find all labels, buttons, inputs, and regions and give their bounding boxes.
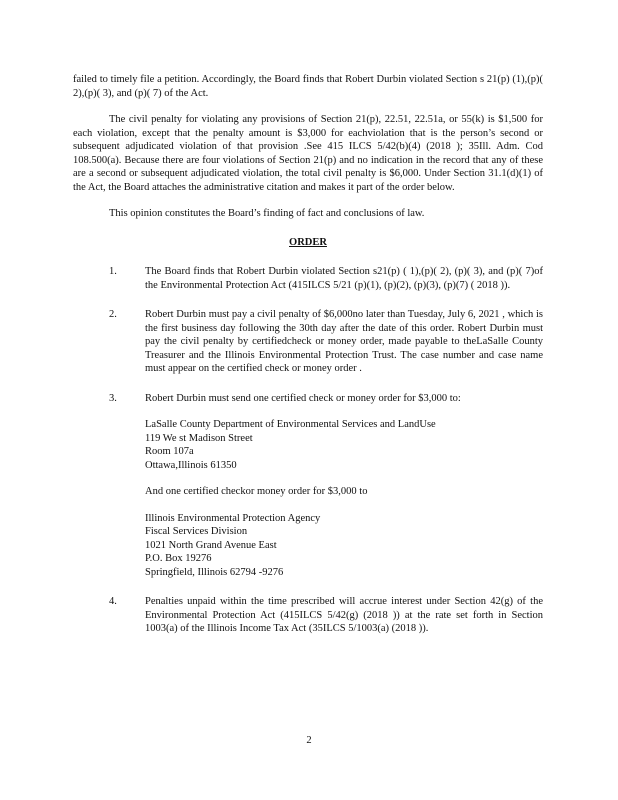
- order-item-4: [73, 595, 543, 636]
- paragraph-civil-penalty: The civil penalty for violating any provisions of Section 21(p), 22.51, 22.51a, or 55(k) is $1,500 for each violation, except that the penalty amount is $3,000 for eachviolation that is the person’s second or subsequent adjudicated violation of that provision .See 415 ILCS 5/42(b)(4) (2018 ); 35Ill. Adm. Cod 108.500(a). Because there are four violations of Section 21(p) and no indication in the record that any of these are a second or subsequent adjudicated violation, the total civil penalty is $6,000. Under Section 31.1(d)(1) of the Act, the Board attaches the administrative citation and makes it part of the order below.: [73, 114, 543, 193]
- address-line: Illinois Environmental Protection Agency: [145, 512, 321, 524]
- order-item-number: 1.: [109, 266, 117, 277]
- order-item-text: Robert Durbin must send one certified check or money order for $3,000 to:: [145, 392, 461, 404]
- address-line: Fiscal Services Division: [145, 526, 248, 537]
- order-item-number: 3.: [109, 392, 117, 404]
- order-item-text: Penalties unpaid within the time prescribed will accrue interest under Section 42(g) of the Environmental Protection Act (415ILCS 5/42(g) (2018 )) at the rate set forth in Section 1003(a) of the Illinois Income Tax Act (35ILCS 5/1003(a) (2018 )).: [145, 596, 543, 634]
- order-item-2: [73, 308, 543, 376]
- order-item-3: [73, 392, 543, 580]
- order-item-text: Robert Durbin must pay a civil penalty of $6,000no later than Tuesday, July 6, 2021 , which is the first business day following the 30th day after the date of this order. Robert Durbin must pay the civil penalty by certifiedcheck or money order, made payable to theLaSalle County Treasurer and the Illinois Environmental Protection Trust. The case number and case name must appear on the certified check or money order .: [145, 309, 543, 374]
- order-item-1: [73, 265, 543, 292]
- paragraph-opinion-statement: This opinion constitutes the Board’s finding of fact and conclusions of law.: [109, 208, 425, 219]
- order-item-text-second-payment: And one certified checkor money order for $3,000 to: [145, 486, 368, 497]
- paragraph-penalty-finding: failed to timely file a petition. Accordingly, the Board finds that Robert Durbin violated Section s 21(p) (1),(p)( 2),(p)( 3), and (p)( 7) of the Act.: [73, 74, 543, 99]
- address-lasalle-county: [145, 418, 543, 472]
- document-page: [73, 73, 543, 636]
- address-illinois-epa: [145, 512, 543, 580]
- address-line: 119 We st Madison Street: [145, 432, 253, 444]
- order-item-number: 2.: [109, 309, 117, 320]
- address-line: 1021 North Grand Avenue East: [145, 539, 277, 551]
- order-item-text: The Board finds that Robert Durbin violated Section s21(p) ( 1),(p)( 2), (p)( 3), and (p)( 7)of the Environmental Protection Act (415ILCS 5/21 (p)(1), (p)(2), (p)(3), (p)(7) ( 2018 )).: [145, 266, 543, 291]
- order-item-number: 4.: [109, 596, 117, 607]
- page-number: 2: [306, 735, 312, 746]
- order-heading: ORDER: [289, 236, 327, 248]
- address-line: LaSalle County Department of Environmental Services and LandUse: [145, 419, 436, 430]
- address-line: Springfield, Illinois 62794 -9276: [145, 566, 284, 578]
- address-line: Room 107a: [145, 446, 194, 457]
- address-line: Ottawa,Illinois 61350: [145, 459, 237, 471]
- address-line: P.O. Box 19276: [145, 553, 212, 564]
